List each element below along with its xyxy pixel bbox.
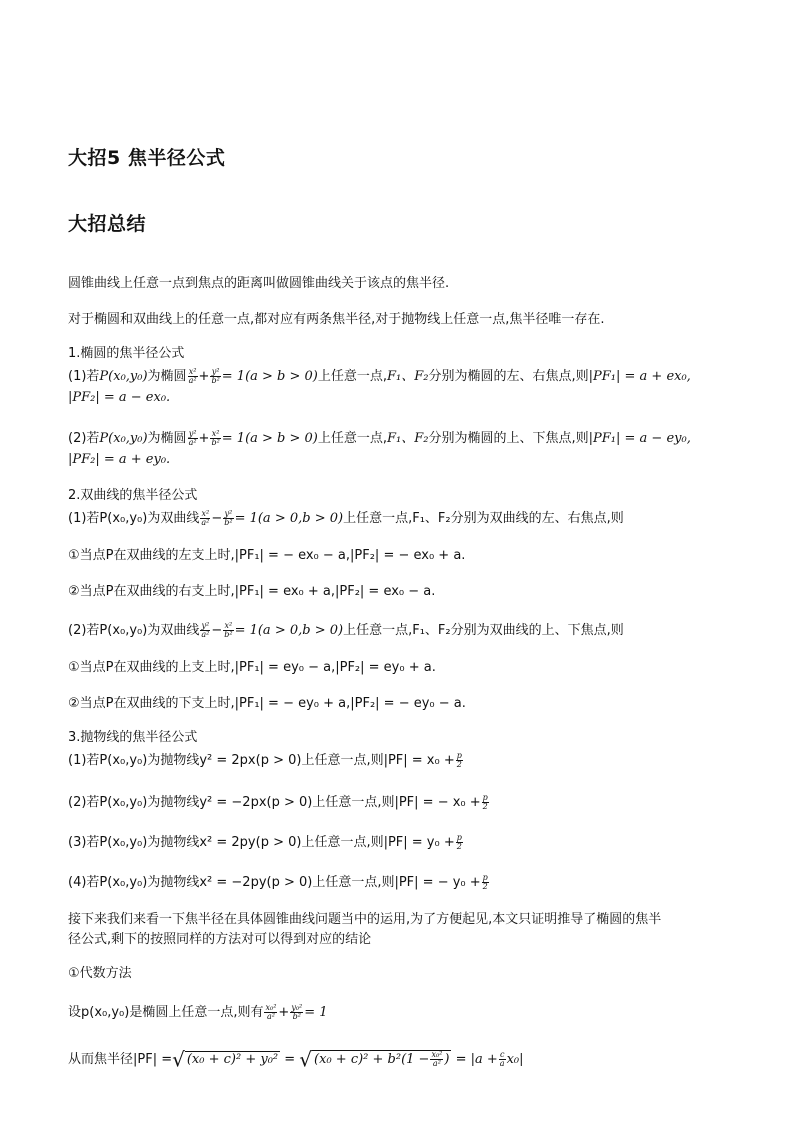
- hyperbola-case-1: (1)若P(x₀,y₀)为双曲线 $\frac{\text{x²}}{\text{a²}}$ − $\frac{\text{y²}}{\text{b²}}$ = 1(a > 0,b > 0)上任意一点,F₁、F₂分别为双曲线的左、右焦点,则: [68, 509, 624, 527]
- ellipse-case-2: (2)若P(x₀,y₀)为椭圆 $\frac{\text{y²}}{\text{a²}}$ + $\frac{\text{x²}}{\text{b²}}$ = 1(a > b > 0)上任意一点,F₁、F₂分别为椭圆的上、下焦点,则|PF₁| = a − ey₀,: [68, 429, 691, 447]
- intro-line-2: 对于椭圆和双曲线上的任意一点,都对应有两条焦半径,对于抛物线上任意一点,焦半径唯一存在.: [68, 312, 605, 327]
- next-paragraph-line-1: 接下来我们来看一下焦半径在具体圆锥曲线问题当中的运用,为了方便起见,本文只证明推导了椭圆的焦半: [68, 912, 662, 927]
- hyperbola-case-2: (2)若P(x₀,y₀)为双曲线 $\frac{\text{y²}}{\text{a²}}$ − $\frac{\text{x²}}{\text{b²}}$ = 1(a > 0,b > 0)上任意一点,F₁、F₂分别为双曲线的上、下焦点,则: [68, 621, 624, 639]
- hyperbola-case-2-lower: ②当点P在双曲线的下支上时,|PF₁| = − ey₀ + a,|PF₂| = − ey₀ − a.: [68, 696, 466, 711]
- intro-line-1: 圆锥曲线上任意一点到焦点的距离叫做圆锥曲线关于该点的焦半径.: [68, 276, 450, 291]
- hyperbola-case-1-left: ①当点P在双曲线的左支上时,|PF₁| = − ex₀ − a,|PF₂| = − ex₀ + a.: [68, 548, 466, 563]
- ellipse-heading: 1.椭圆的焦半径公式: [68, 346, 185, 361]
- ellipse-case-1: (1)若P(x₀,y₀)为椭圆 $\frac{\text{x²}}{\text{a²}}$ + $\frac{\text{y²}}{\text{b²}}$ = 1(a > b > 0)上任意一点,F₁、F₂分别为椭圆的左、右焦点,则|PF₁| = a + ex₀,: [68, 367, 691, 385]
- page-title: 大招5 焦半径公式: [68, 147, 226, 169]
- parabola-heading: 3.抛物线的焦半径公式: [68, 730, 198, 745]
- hyperbola-heading: 2.双曲线的焦半径公式: [68, 488, 198, 503]
- next-paragraph-line-2: 径公式,剩下的按照同样的方法对可以得到对应的结论: [68, 932, 372, 947]
- proof-line-2: 从而焦半径|PF| =√ (x₀ + c)² + y₀² = √ (x₀ + c)² + b²(1 − $\frac{\text{x₀²}}{\text{a²}}$ ) = |a + $\frac{c}{a}$ x₀|: [68, 1047, 524, 1072]
- ellipse-case-1-cont: |PF₂| = a − ex₀.: [68, 390, 171, 405]
- parabola-case-1: (1)若P(x₀,y₀)为抛物线y² = 2px(p > 0)上任意一点,则|PF| = x₀ + $\frac{p}{2}$: [68, 751, 462, 769]
- parabola-case-4: (4)若P(x₀,y₀)为抛物线x² = −2py(p > 0)上任意一点,则|PF| = − y₀ + $\frac{p}{2}$: [68, 873, 488, 891]
- parabola-case-2: (2)若P(x₀,y₀)为抛物线y² = −2px(p > 0)上任意一点,则|PF| = − x₀ + $\frac{p}{2}$: [68, 793, 488, 811]
- ellipse-case-2-cont: |PF₂| = a + ey₀.: [68, 452, 171, 467]
- proof-line-1: 设p(x₀,y₀)是椭圆上任意一点,则有 $\frac{\text{x₀²}}{\text{a²}}$ + $\frac{\text{y₀²}}{\text{b²}}$ = 1: [68, 1003, 328, 1021]
- section-title: 大招总结: [68, 213, 147, 235]
- parabola-case-3: (3)若P(x₀,y₀)为抛物线x² = 2py(p > 0)上任意一点,则|PF| = y₀ + $\frac{p}{2}$: [68, 833, 462, 851]
- hyperbola-case-2-upper: ①当点P在双曲线的上支上时,|PF₁| = ey₀ − a,|PF₂| = ey₀ + a.: [68, 660, 436, 675]
- method-heading: ①代数方法: [68, 966, 132, 981]
- hyperbola-case-1-right: ②当点P在双曲线的右支上时,|PF₁| = ex₀ + a,|PF₂| = ex₀ − a.: [68, 584, 436, 599]
